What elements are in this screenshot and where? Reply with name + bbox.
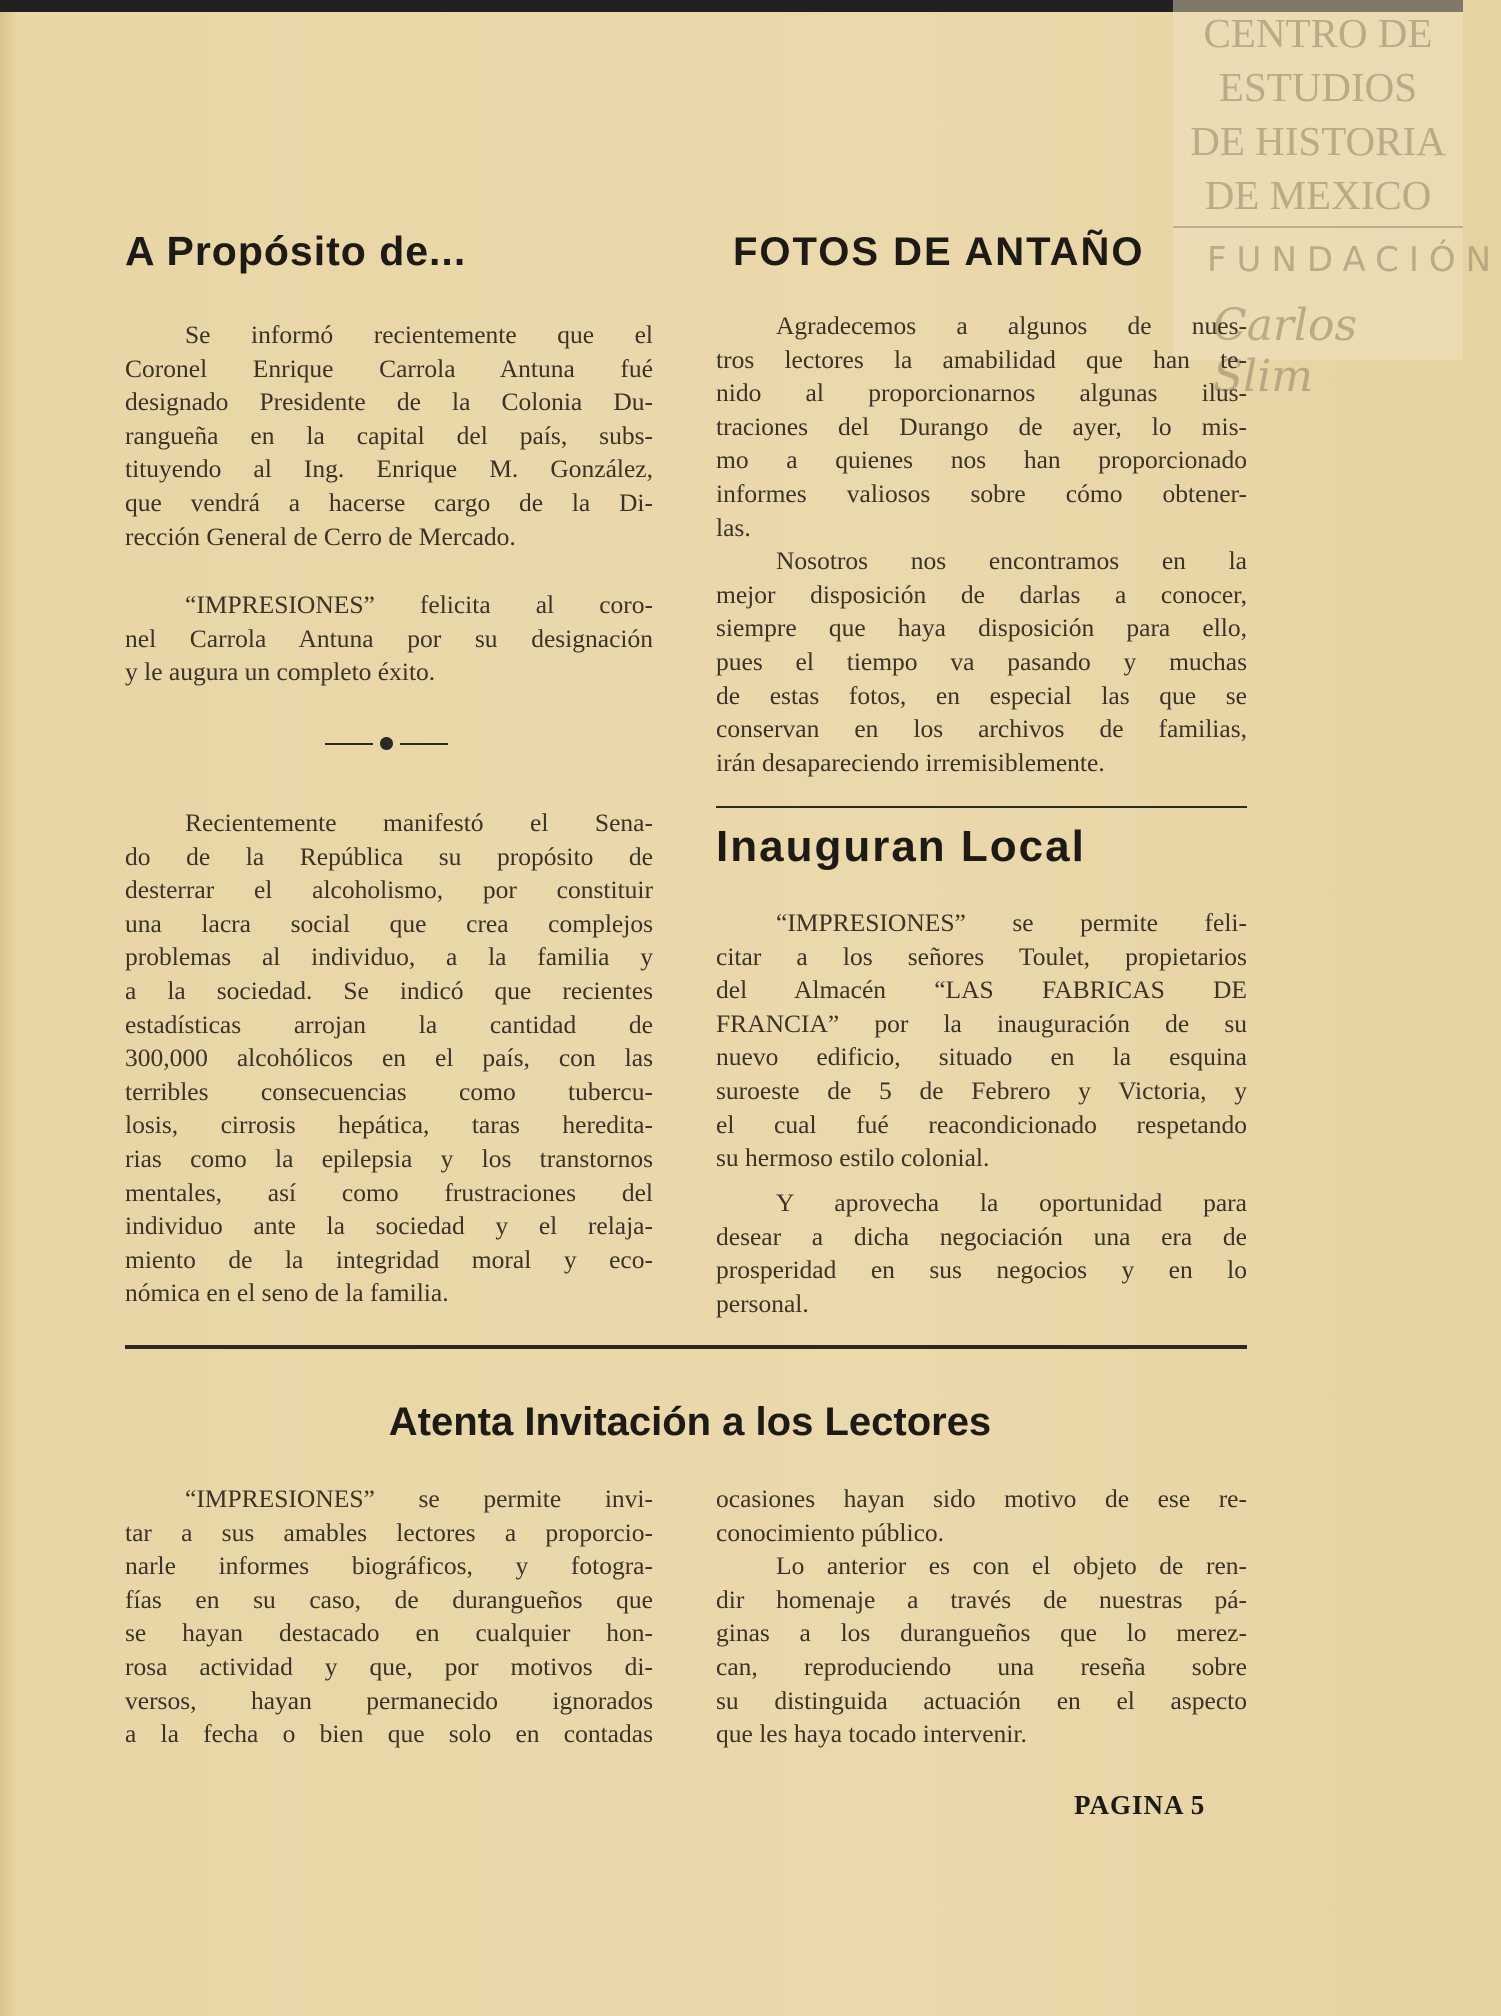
text-line: citar a los señores Toulet, propietarios [716, 941, 1247, 971]
text-line: su hermoso estilo colonial. [716, 1143, 990, 1173]
text-line: ocasiones hayan sido motivo de ese re- [716, 1484, 1247, 1513]
text-line: terribles consecuencias como tubercu- [125, 1076, 653, 1106]
text-line: irán desapareciendo irremisiblemente. [716, 747, 1105, 777]
text-line: del Almacén “LAS FABRICAS DE [716, 975, 1247, 1005]
watermark-signature: Carlos Slim [1213, 300, 1358, 402]
text-line: do de la República su propósito de [125, 841, 653, 871]
text-line: rosa actividad y que, por motivos di- [125, 1651, 653, 1681]
text-line: rias como la epilepsia y los transtornos [125, 1143, 653, 1173]
paragraph [716, 1186, 1247, 1320]
text-line: nel Carrola Antuna por su designación [125, 623, 653, 653]
text-line: siempre que haya disposición para ello, [716, 613, 1247, 643]
text-line: se hayan destacado en cualquier hon- [125, 1618, 653, 1648]
paragraph [125, 806, 653, 1310]
text-line: “IMPRESIONES” se permite feli- [776, 908, 1247, 937]
text-line: “IMPRESIONES” se permite invi- [185, 1484, 653, 1513]
left-col-p3 [125, 806, 653, 1310]
section-thick-rule [125, 1345, 1247, 1349]
watermark-line: CENTRO DE [1203, 10, 1433, 56]
paragraph [125, 1482, 653, 1751]
page-number: PAGINA 5 [1074, 1790, 1206, 1820]
text-line: dir homenaje a través de nuestras pá- [716, 1584, 1247, 1614]
text-line: narle informes biográficos, y fotogra- [125, 1551, 653, 1581]
text-line: las. [716, 512, 751, 542]
watermark-line: ESTUDIOS [1218, 64, 1418, 110]
text-line: tar a sus amables lectores a proporcio- [125, 1517, 653, 1547]
text-line: rangueña en la capital del país, subs- [125, 420, 653, 450]
text-line: estadísticas arrojan la cantidad de [125, 1009, 653, 1039]
divider-dot [380, 737, 393, 750]
paragraph [716, 1482, 1247, 1549]
text-line: Coronel Enrique Carrola Antuna fué [125, 353, 653, 383]
text-line: Nosotros nos encontramos en la [776, 546, 1247, 576]
text-line: desear a dicha negociación una era de [716, 1221, 1247, 1251]
text-line: can, reproduciendo una reseña sobre [716, 1651, 1247, 1681]
invitacion-left [125, 1482, 653, 1751]
text-line: nómica en el seno de la familia. [125, 1278, 449, 1308]
text-line: su distinguida actuación en el aspecto [716, 1685, 1247, 1715]
text-line: mo a quienes nos han proporcionado [716, 445, 1247, 475]
watermark [1173, 0, 1501, 402]
left-col-p1 [125, 318, 653, 553]
text-line: designado Presidente de la Colonia Du- [125, 387, 653, 417]
paragraph [716, 544, 1247, 779]
text-line: conocimiento público. [716, 1517, 945, 1547]
text-line: prosperidad en sus negocios y en lo [716, 1255, 1247, 1285]
heading-fotos-de-antano: FOTOS DE ANTAÑO [733, 230, 1145, 274]
text-line: nuevo edificio, situado en la esquina [716, 1042, 1247, 1072]
text-line: conservan en los archivos de familias, [716, 714, 1247, 744]
text-line: suroeste de 5 de Febrero y Victoria, y [716, 1075, 1247, 1105]
text-line: pues el tiempo va pasando y muchas [716, 646, 1247, 676]
paragraph [716, 906, 1247, 1175]
text-line: tituyendo al Ing. Enrique M. González, [125, 454, 653, 484]
left-col-p2 [125, 588, 653, 689]
divider-line [400, 743, 448, 745]
divider-line [325, 743, 373, 745]
text-line: fías en su caso, de durangueños que [125, 1584, 653, 1614]
text-line: FRANCIA” por la inauguración de su [716, 1008, 1247, 1038]
text-line: nido al proporcionarnos algunas ilus- [716, 378, 1247, 408]
text-line: Se informó recientemente que el [185, 320, 653, 349]
fotos-body [716, 309, 1247, 779]
paragraph [125, 318, 653, 553]
text-line: rección General de Cerro de Mercado. [125, 521, 516, 551]
text-line: a la fecha o bien que solo en contadas [125, 1719, 653, 1749]
watermark-line: DE HISTORIA [1190, 118, 1446, 164]
text-line: ginas a los durangueños que lo merez- [716, 1618, 1247, 1648]
text-line: “IMPRESIONES” felicita al coro- [185, 590, 653, 619]
text-line: Y aprovecha la oportunidad para [776, 1188, 1247, 1217]
inauguran-p2 [716, 1186, 1247, 1320]
paragraph [125, 588, 653, 689]
paragraph [716, 309, 1247, 544]
text-line: a la sociedad. Se indicó que recientes [125, 975, 653, 1005]
text-line: 300,000 alcohólicos en el país, con las [125, 1043, 653, 1073]
watermark-rule [1173, 226, 1463, 228]
text-line: Recientemente manifestó el Sena- [185, 808, 653, 837]
text-line: Lo anterior es con el objeto de ren- [776, 1551, 1247, 1581]
text-line: informes valiosos sobre cómo obtener- [716, 478, 1247, 508]
text-line: y le augura un completo éxito. [125, 657, 436, 687]
text-line: traciones del Durango de ayer, lo mis- [716, 411, 1247, 441]
fotos-bottom-rule [716, 806, 1247, 808]
inauguran-p1 [716, 906, 1247, 1175]
text-line: individuo ante la sociedad y el relaja- [125, 1211, 653, 1241]
text-line: desterrar el alcoholismo, por constituir [125, 875, 653, 905]
heading-atenta-invitacion: Atenta Invitación a los Lectores [388, 1400, 992, 1444]
invitacion-right [716, 1482, 1247, 1751]
text-line: versos, hayan permanecido ignorados [125, 1685, 653, 1715]
text-line: Agradecemos a algunos de nues- [776, 311, 1247, 340]
watermark-line: DE MEXICO [1204, 172, 1432, 218]
text-line: personal. [716, 1288, 809, 1318]
section-divider [325, 733, 455, 753]
text-line: que vendrá a hacerse cargo de la Di- [125, 487, 653, 517]
heading-inauguran-local: Inauguran Local [716, 822, 1086, 871]
text-line: de estas fotos, en especial las que se [716, 680, 1247, 710]
watermark-fundacion: FUNDACIÓN [1207, 240, 1501, 280]
heading-a-proposito: A Propósito de... [125, 228, 467, 274]
text-line: miento de la integridad moral y eco- [125, 1244, 653, 1274]
text-line: losis, cirrosis hepática, taras heredita- [125, 1110, 653, 1140]
text-line: mejor disposición de darlas a conocer, [716, 579, 1247, 609]
paragraph [716, 1549, 1247, 1751]
text-line: problemas al individuo, a la familia y [125, 942, 653, 972]
text-line: mentales, así como frustraciones del [125, 1177, 653, 1207]
text-line: que les haya tocado intervenir. [716, 1719, 1027, 1749]
text-line: una lacra social que crea complejos [125, 908, 653, 938]
text-line: tros lectores la amabilidad que han te- [716, 344, 1247, 374]
text-line: el cual fué reacondicionado respetando [716, 1109, 1247, 1139]
